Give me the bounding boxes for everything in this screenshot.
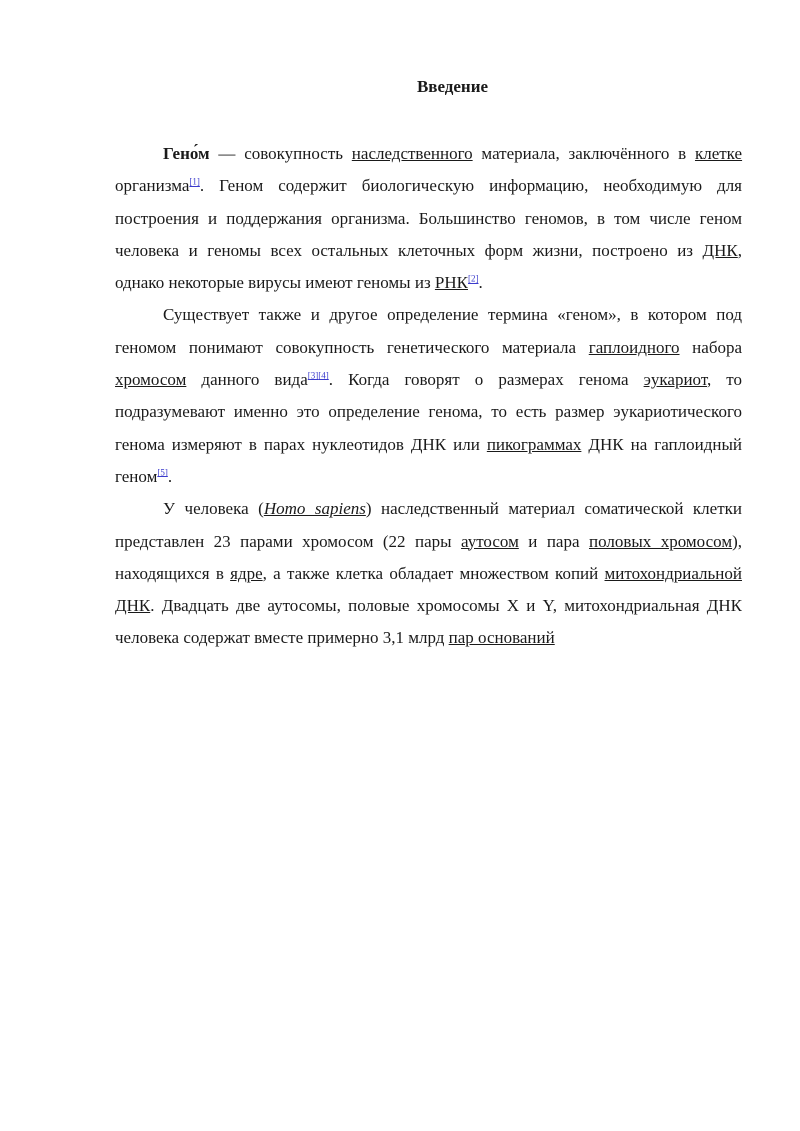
link-chromosomes[interactable]: хромосом (115, 370, 187, 390)
link-sex-chromosomes[interactable]: половых хромосом (588, 531, 733, 551)
link-mtdna[interactable]: митохондриальной ДНК (115, 563, 742, 616)
footnote-ref (157, 467, 168, 477)
link-autosomes[interactable]: аутосом (461, 531, 519, 551)
ref-link-2[interactable]: [2] (468, 273, 479, 284)
text: ДНК на гаплоидный геном (115, 434, 742, 486)
page-title: Введение (416, 77, 489, 96)
text: . Двадцать две аутосомы, половые хромосомы X и Y, митохондриальная ДНК человека содержат вместе примерно 3,1 млрд (115, 596, 742, 648)
link-rna[interactable]: РНК (434, 273, 468, 293)
link-homo-sapiens[interactable] (264, 499, 366, 518)
text: , однако некоторые вирусы имеют геномы из (115, 240, 743, 293)
text: совокупность (244, 144, 344, 163)
text: организма (115, 176, 190, 196)
text: и пара (528, 531, 580, 551)
link-nucleus[interactable]: ядре (230, 563, 263, 583)
text: ), находящихся в (115, 531, 742, 583)
text: ) наследственный материал соматической клетки представлен 23 парами хромосом (22 пары (115, 499, 742, 551)
link-cell[interactable]: клетке (694, 144, 743, 163)
document-body (115, 138, 742, 655)
text: . (478, 273, 483, 293)
dash: — (218, 144, 236, 163)
text: Существует также и другое определение термина «геном», в котором под геномом понимают совокупность генетического материала (115, 305, 742, 357)
term-genome: Гено́м (163, 144, 210, 163)
link-base-pairs[interactable]: пар оснований (448, 628, 555, 648)
paragraph-alt-definition (115, 299, 742, 493)
ref-link-1[interactable]: [1] (189, 176, 200, 187)
text: , а также клетка обладает множеством копий (262, 563, 599, 583)
link-dna[interactable]: ДНК (702, 240, 738, 260)
text: . (167, 466, 173, 486)
link-eukaryotes[interactable]: эукариот (643, 370, 707, 390)
paragraph-genome-definition (115, 138, 742, 299)
link-haploid[interactable]: гаплоидного (588, 337, 680, 357)
footnote-ref (189, 177, 200, 187)
ref-link-5[interactable]: [5] (157, 467, 168, 478)
text: , то подразумевают именно это определение генома, то есть размер эукариотического генома измеряют в парах нуклеотидов ДНК или (115, 370, 743, 454)
footnote-ref (468, 274, 479, 284)
text: материала, заключённого в (481, 144, 687, 163)
text: . Геном содержит биологическую информацию, необходимую для построения и поддержания организма. Большинство геномов, в том числе геном человека и геномы всех остальных клеточных форм жизни, построено из (115, 176, 742, 260)
ref-link-4[interactable]: [4] (318, 370, 329, 381)
text: данного вида (201, 370, 308, 390)
footnote-ref (308, 370, 329, 380)
link-hereditary[interactable]: наследственного (351, 144, 473, 163)
species-name: Homo sapiens (263, 499, 366, 519)
link-picograms[interactable]: пикограммах (486, 434, 582, 454)
ref-link-3[interactable]: [3] (307, 370, 319, 381)
text: У человека ( (163, 499, 264, 519)
text: . Когда говорят о размерах генома (328, 370, 629, 390)
text: набора (692, 337, 743, 357)
paragraph-human-genome (115, 493, 742, 654)
